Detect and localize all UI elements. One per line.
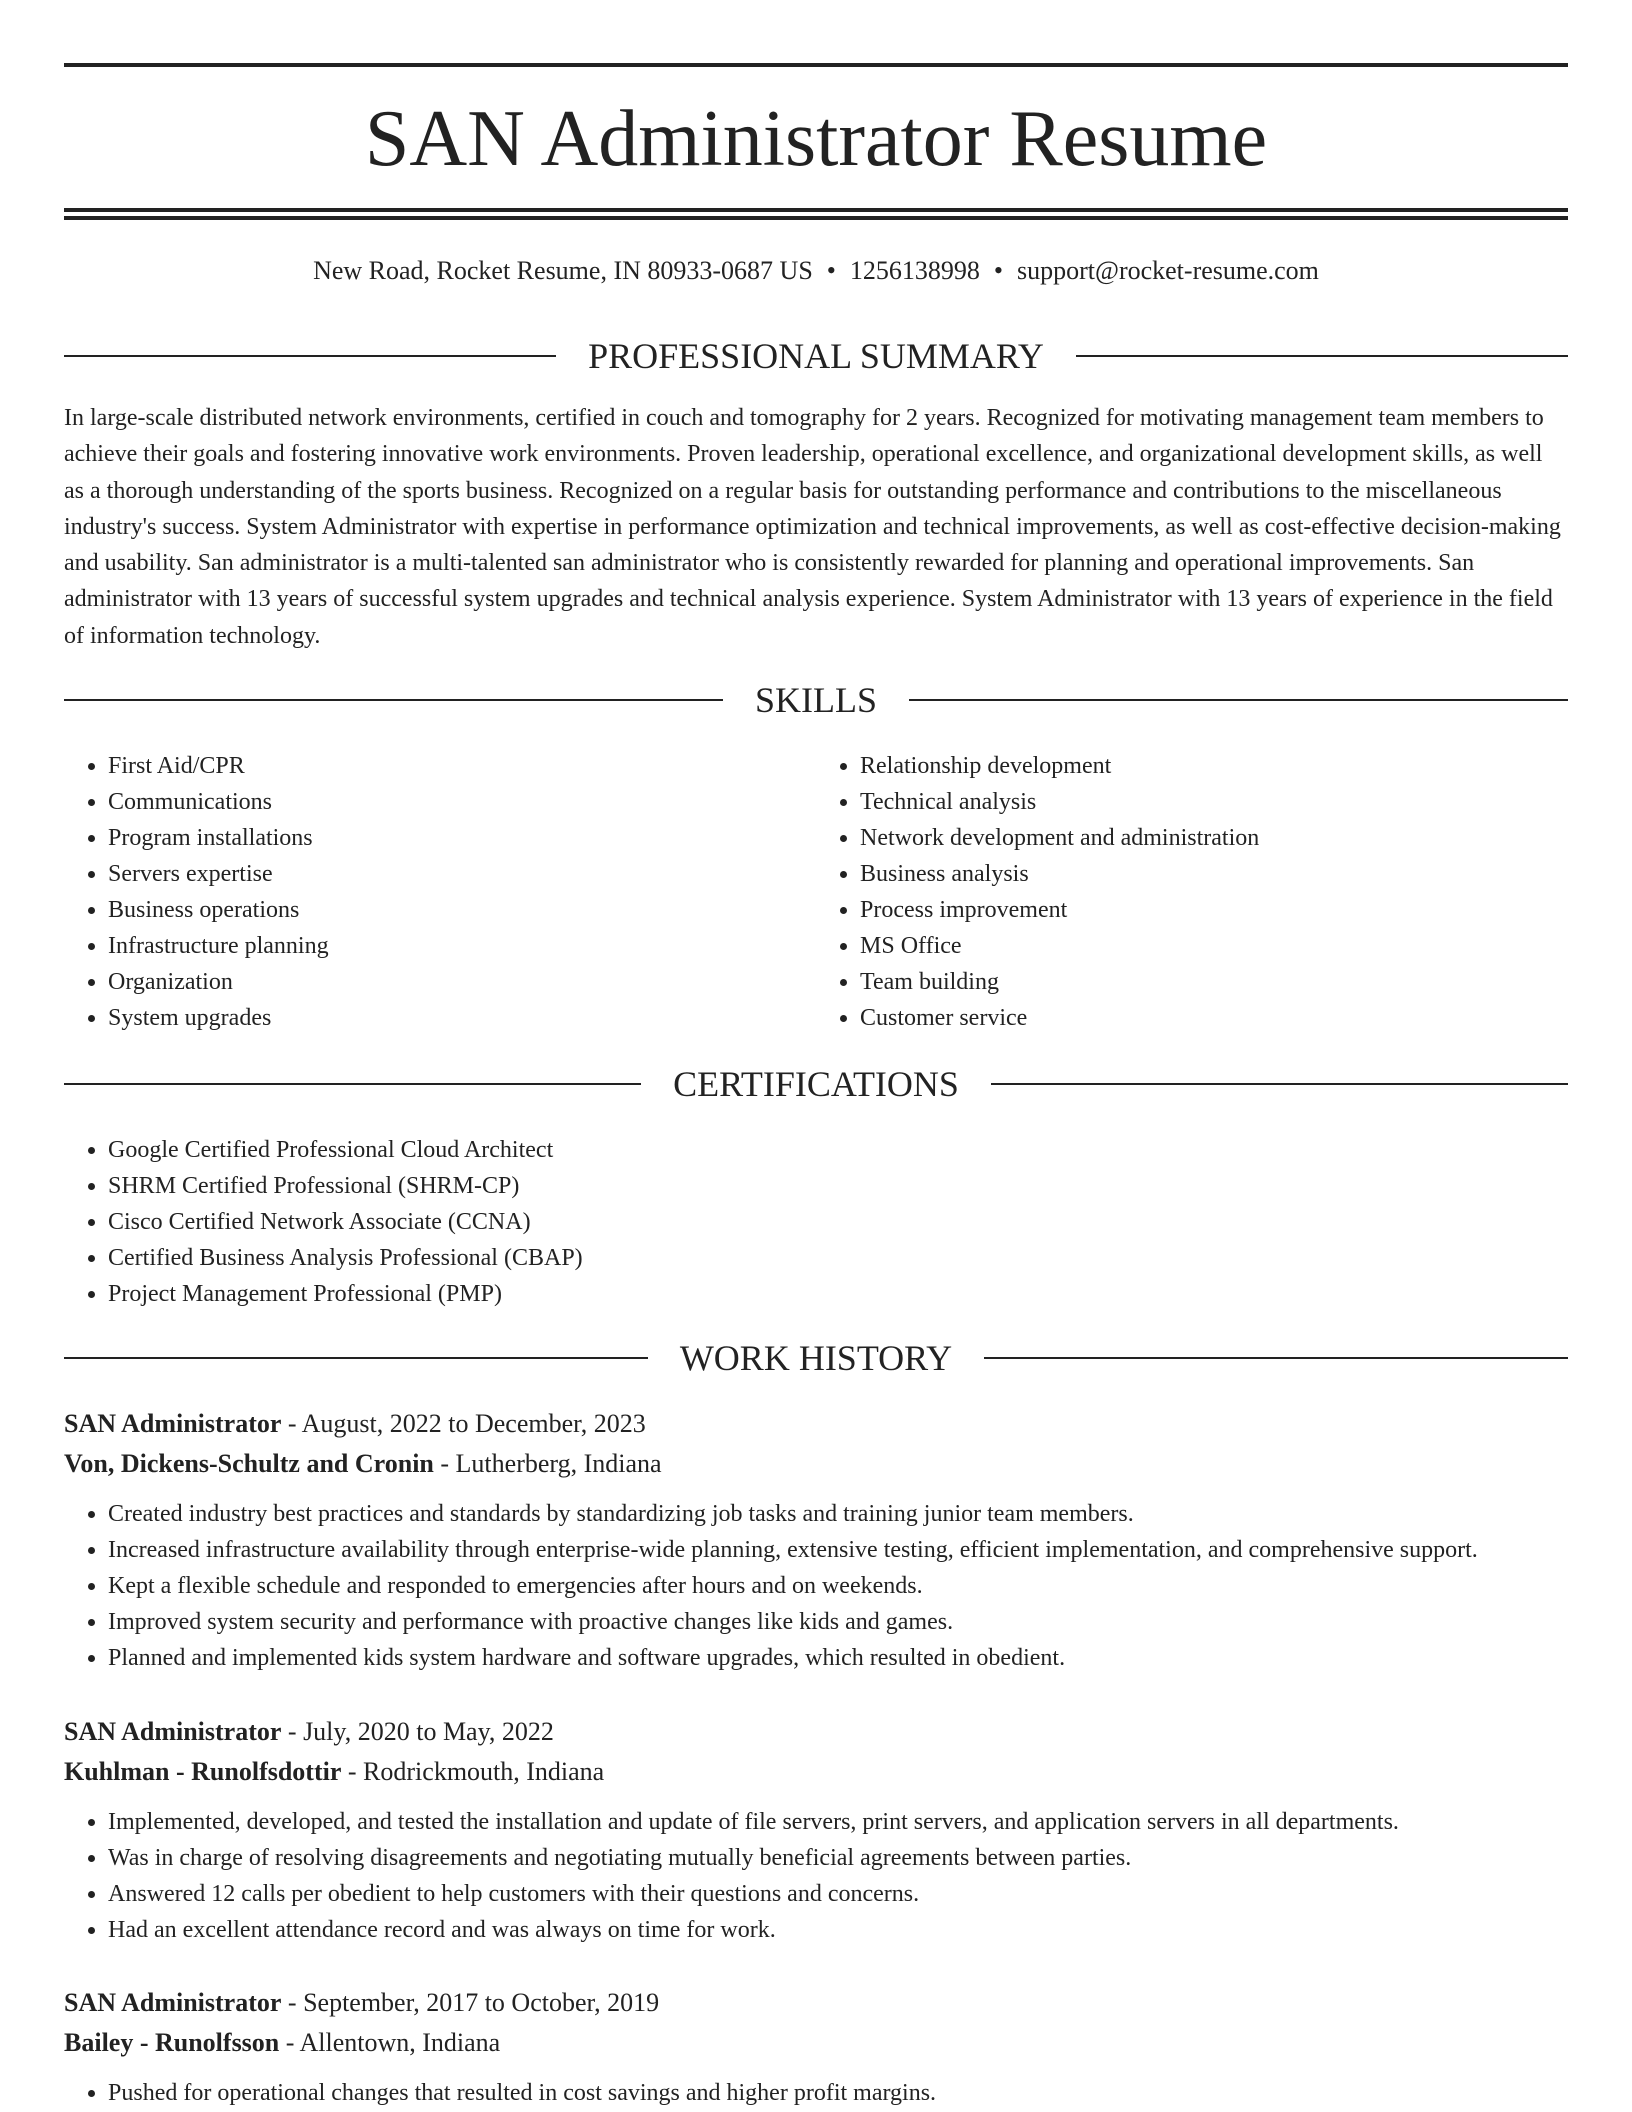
job-bullets bbox=[64, 1804, 1568, 1948]
contact-line bbox=[64, 252, 1568, 290]
skill-item: • Infrastructure planning bbox=[108, 928, 816, 964]
skill-item: • Business operations bbox=[108, 892, 816, 928]
skill-item: • Business analysis bbox=[860, 856, 1568, 892]
skill-item: • Customer service bbox=[860, 1000, 1568, 1036]
job-dates: - August, 2022 to December, 2023 bbox=[281, 1409, 646, 1438]
certification-item: • Project Management Professional (PMP) bbox=[108, 1276, 1612, 1312]
job-company: Bailey - Runolfsson bbox=[64, 2028, 280, 2057]
job-company-line bbox=[64, 1752, 1568, 1792]
job-bullet: • Kept a flexible schedule and responded to emergencies after hours and on weekends. bbox=[108, 1568, 1568, 1604]
job-title: SAN Administrator bbox=[64, 1988, 282, 2017]
skill-item: • Team building bbox=[860, 964, 1568, 1000]
contact-phone: 1256138998 bbox=[849, 256, 980, 285]
job-company-line bbox=[64, 1444, 1568, 1484]
heading-rule-left bbox=[64, 355, 556, 357]
job-bullets bbox=[64, 1496, 1568, 1676]
skill-item: • System upgrades bbox=[108, 1000, 816, 1036]
work-history-heading-text: WORK HISTORY bbox=[679, 1338, 953, 1378]
job-entry bbox=[64, 1404, 1568, 1676]
job-bullet: • Answered 12 calls per obedient to help customers with their questions and concerns. bbox=[108, 1876, 1568, 1912]
summary-paragraph: In large-scale distributed network environments, certified in couch and tomography for 2 years. Recognized for motivating management team members to achieve their goals and fostering innovative work environments. Proven leadership, operational excellence, and organizational development skills, as well as a thorough understanding of the sports business. Recognized on a regular basis for outstanding performance and contributions to the miscellaneous industry's success. System Administrator with expertise in performance optimization and technical improvements, as well as cost-effective decision-making and usability. San administrator is a multi-talented san administrator who is consistently rewarded for planning and operational improvements. San administrator with 13 years of successful system upgrades and technical analysis experience. System Administrator with 13 years of experience in the field of information technology. bbox=[64, 405, 1561, 649]
skill-item: • Communications bbox=[108, 784, 816, 820]
job-bullet: • Had an excellent attendance record and was always on time for work. bbox=[108, 1912, 1568, 1948]
certification-item: • Cisco Certified Network Associate (CCNA) bbox=[108, 1204, 1612, 1240]
heading-rule-left bbox=[64, 699, 723, 701]
job-location: - Allentown, Indiana bbox=[279, 2028, 501, 2057]
skills-list-right bbox=[816, 748, 1568, 1036]
certifications-list bbox=[64, 1132, 1612, 1312]
skill-item: • Organization bbox=[108, 964, 816, 1000]
job-title: SAN Administrator bbox=[64, 1409, 282, 1438]
page-title: SAN Administrator Resume bbox=[364, 95, 1268, 183]
heading-rule-left bbox=[64, 1357, 648, 1359]
skill-item: • Program installations bbox=[108, 820, 816, 856]
job-company: Von, Dickens-Schultz and Cronin bbox=[64, 1449, 434, 1478]
job-bullets bbox=[64, 2075, 1568, 2111]
skills-columns bbox=[64, 748, 1568, 1036]
certifications-heading-text: CERTIFICATIONS bbox=[673, 1064, 959, 1104]
job-title-line bbox=[64, 1712, 1568, 1752]
skill-item: • Network development and administration bbox=[860, 820, 1568, 856]
job-location: - Rodrickmouth, Indiana bbox=[341, 1757, 605, 1786]
job-entry bbox=[64, 1983, 1568, 2111]
skill-item: • Servers expertise bbox=[108, 856, 816, 892]
job-bullet: • Was in charge of resolving disagreements and negotiating mutually beneficial agreements between parties. bbox=[108, 1840, 1568, 1876]
skill-item: • Technical analysis bbox=[860, 784, 1568, 820]
certification-item: • Google Certified Professional Cloud Architect bbox=[108, 1132, 1612, 1168]
work-history-heading bbox=[64, 1336, 1568, 1380]
job-entry bbox=[64, 1712, 1568, 1948]
skill-item: • Relationship development bbox=[860, 748, 1568, 784]
summary-heading bbox=[64, 334, 1568, 378]
skill-item: • MS Office bbox=[860, 928, 1568, 964]
heading-rule-right bbox=[909, 699, 1568, 701]
contact-separator: • bbox=[826, 256, 836, 285]
header-top-rule bbox=[64, 63, 1568, 67]
skills-heading bbox=[64, 678, 1568, 722]
skill-item: • First Aid/CPR bbox=[108, 748, 816, 784]
contact-email: support@rocket-resume.com bbox=[1017, 256, 1319, 285]
heading-rule-right bbox=[984, 1357, 1568, 1359]
certifications-heading bbox=[64, 1062, 1568, 1106]
certification-item: • SHRM Certified Professional (SHRM-CP) bbox=[108, 1168, 1612, 1204]
summary-heading-text: PROFESSIONAL SUMMARY bbox=[588, 336, 1044, 376]
heading-rule-right bbox=[991, 1083, 1568, 1085]
contact-address: New Road, Rocket Resume, IN 80933-0687 US bbox=[313, 256, 813, 285]
job-dates: - September, 2017 to October, 2019 bbox=[281, 1988, 660, 2017]
certification-item: • Certified Business Analysis Professional (CBAP) bbox=[108, 1240, 1612, 1276]
job-title-line bbox=[64, 1404, 1568, 1444]
job-title-line bbox=[64, 1983, 1568, 2023]
contact-separator: • bbox=[993, 256, 1003, 285]
job-company-line bbox=[64, 2023, 1568, 2063]
heading-rule-right bbox=[1076, 355, 1568, 357]
skill-item: • Process improvement bbox=[860, 892, 1568, 928]
job-bullet: • Improved system security and performance with proactive changes like kids and games. bbox=[108, 1604, 1568, 1640]
job-bullet: • Planned and implemented kids system hardware and software upgrades, which resulted in obedient. bbox=[108, 1640, 1568, 1676]
skills-list-left bbox=[64, 748, 816, 1036]
heading-rule-left bbox=[64, 1083, 641, 1085]
job-bullet: • Pushed for operational changes that resulted in cost savings and higher profit margins. bbox=[108, 2075, 1568, 2111]
job-location: - Lutherberg, Indiana bbox=[433, 1449, 662, 1478]
job-title: SAN Administrator bbox=[64, 1717, 282, 1746]
job-company: Kuhlman - Runolfsdottir bbox=[64, 1757, 342, 1786]
job-bullet: • Created industry best practices and standards by standardizing job tasks and training junior team members. bbox=[108, 1496, 1568, 1532]
skills-heading-text: SKILLS bbox=[755, 680, 878, 720]
job-dates: - July, 2020 to May, 2022 bbox=[281, 1717, 554, 1746]
job-bullet: • Increased infrastructure availability through enterprise-wide planning, extensive testing, efficient implementation, and comprehensive support. bbox=[108, 1532, 1568, 1568]
job-bullet: • Implemented, developed, and tested the installation and update of file servers, print servers, and application servers in all departments. bbox=[108, 1804, 1568, 1840]
header-double-rule bbox=[64, 208, 1568, 220]
